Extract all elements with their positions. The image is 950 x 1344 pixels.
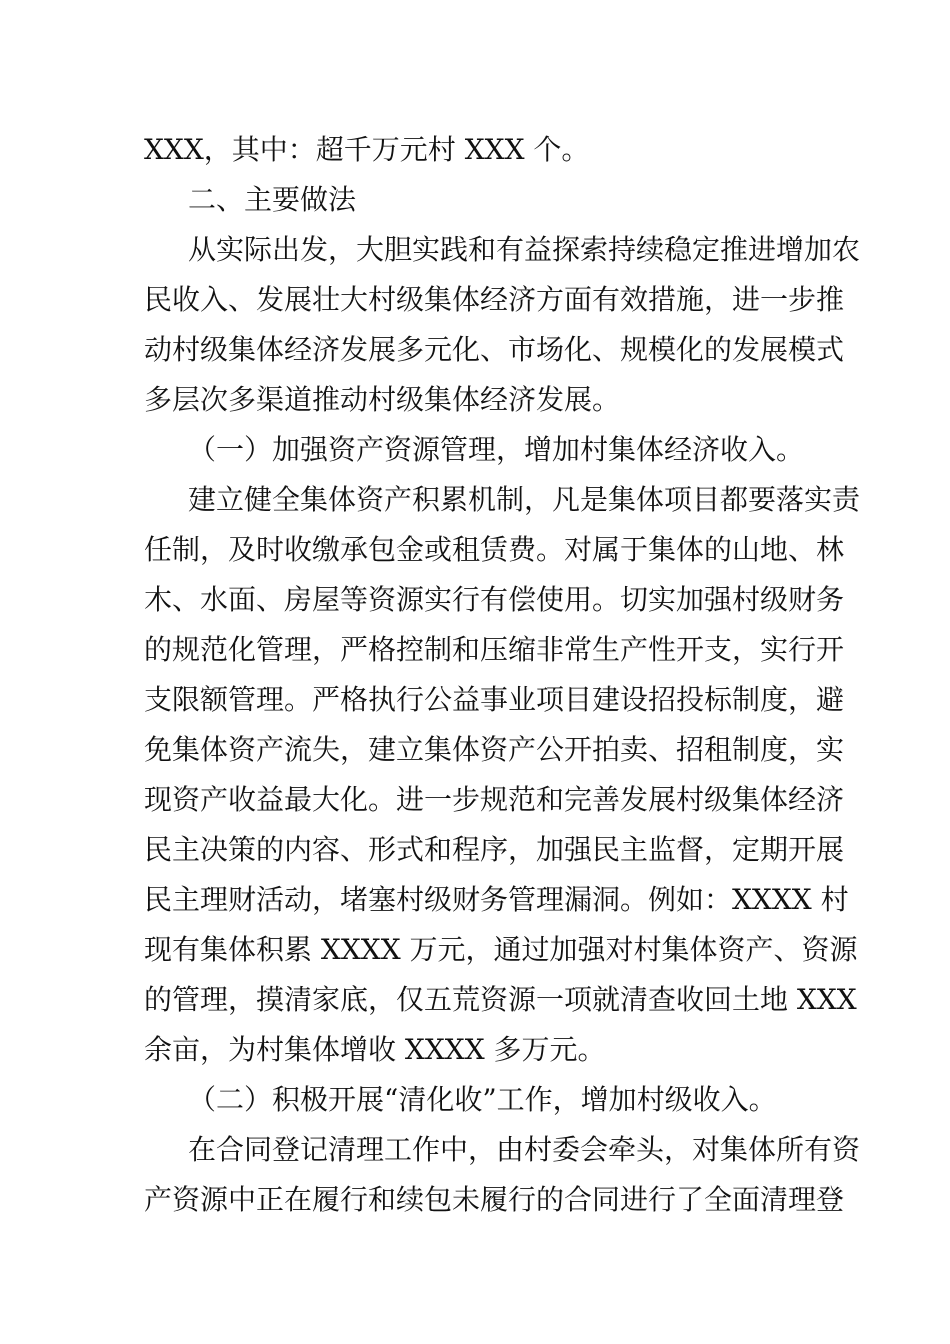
subsection-heading: （一）加强资产资源管理，增加村集体经济收入。 (188, 433, 805, 466)
paragraph-line: 余亩，为村集体增收 XXXX 多万元。 (144, 1033, 606, 1066)
paragraph-line: 的管理，摸清家底，仅五荒资源一项就清查收回土地 XXX (144, 983, 857, 1016)
paragraph-line: 产资源中正在履行和续包未履行的合同进行了全面清理登 (144, 1183, 845, 1216)
paragraph-line: 民主理财活动，堵塞村级财务管理漏洞。例如：XXXX 村 (144, 883, 849, 916)
paragraph-line: 支限额管理。严格执行公益事业项目建设招投标制度，避 (144, 683, 845, 716)
text-line: XXX，其中：超千万元村 XXX 个。 (144, 133, 590, 166)
paragraph-line: 在合同登记清理工作中，由村委会牵头，对集体所有资 (188, 1133, 861, 1166)
subsection-heading: （二）积极开展“清化收”工作，增加村级收入。 (188, 1083, 777, 1116)
paragraph-line: 民主决策的内容、形式和程序，加强民主监督，定期开展 (144, 833, 845, 866)
paragraph-line: 木、水面、房屋等资源实行有偿使用。切实加强村级财务 (144, 583, 845, 616)
paragraph-line: 任制，及时收缴承包金或租赁费。对属于集体的山地、林 (144, 533, 845, 566)
paragraph-line: 从实际出发，大胆实践和有益探索持续稳定推进增加农 (188, 233, 861, 266)
paragraph-line: 民收入、发展壮大村级集体经济方面有效措施，进一步推 (144, 283, 845, 316)
document-body (144, 125, 861, 1225)
paragraph-line: 的规范化管理，严格控制和压缩非常生产性开支，实行开 (144, 633, 845, 666)
paragraph-line: 多层次多渠道推动村级集体经济发展。 (144, 383, 621, 416)
paragraph-line: 免集体资产流失，建立集体资产公开拍卖、招租制度，实 (144, 733, 845, 766)
paragraph-line: 建立健全集体资产积累机制，凡是集体项目都要落实责 (188, 483, 861, 516)
paragraph-line: 现有集体积累 XXXX 万元，通过加强对村集体资产、资源 (144, 933, 858, 966)
section-heading: 二、主要做法 (188, 183, 357, 216)
paragraph-line: 现资产收益最大化。进一步规范和完善发展村级集体经济 (144, 783, 845, 816)
paragraph-line: 动村级集体经济发展多元化、市场化、规模化的发展模式 (144, 333, 845, 366)
